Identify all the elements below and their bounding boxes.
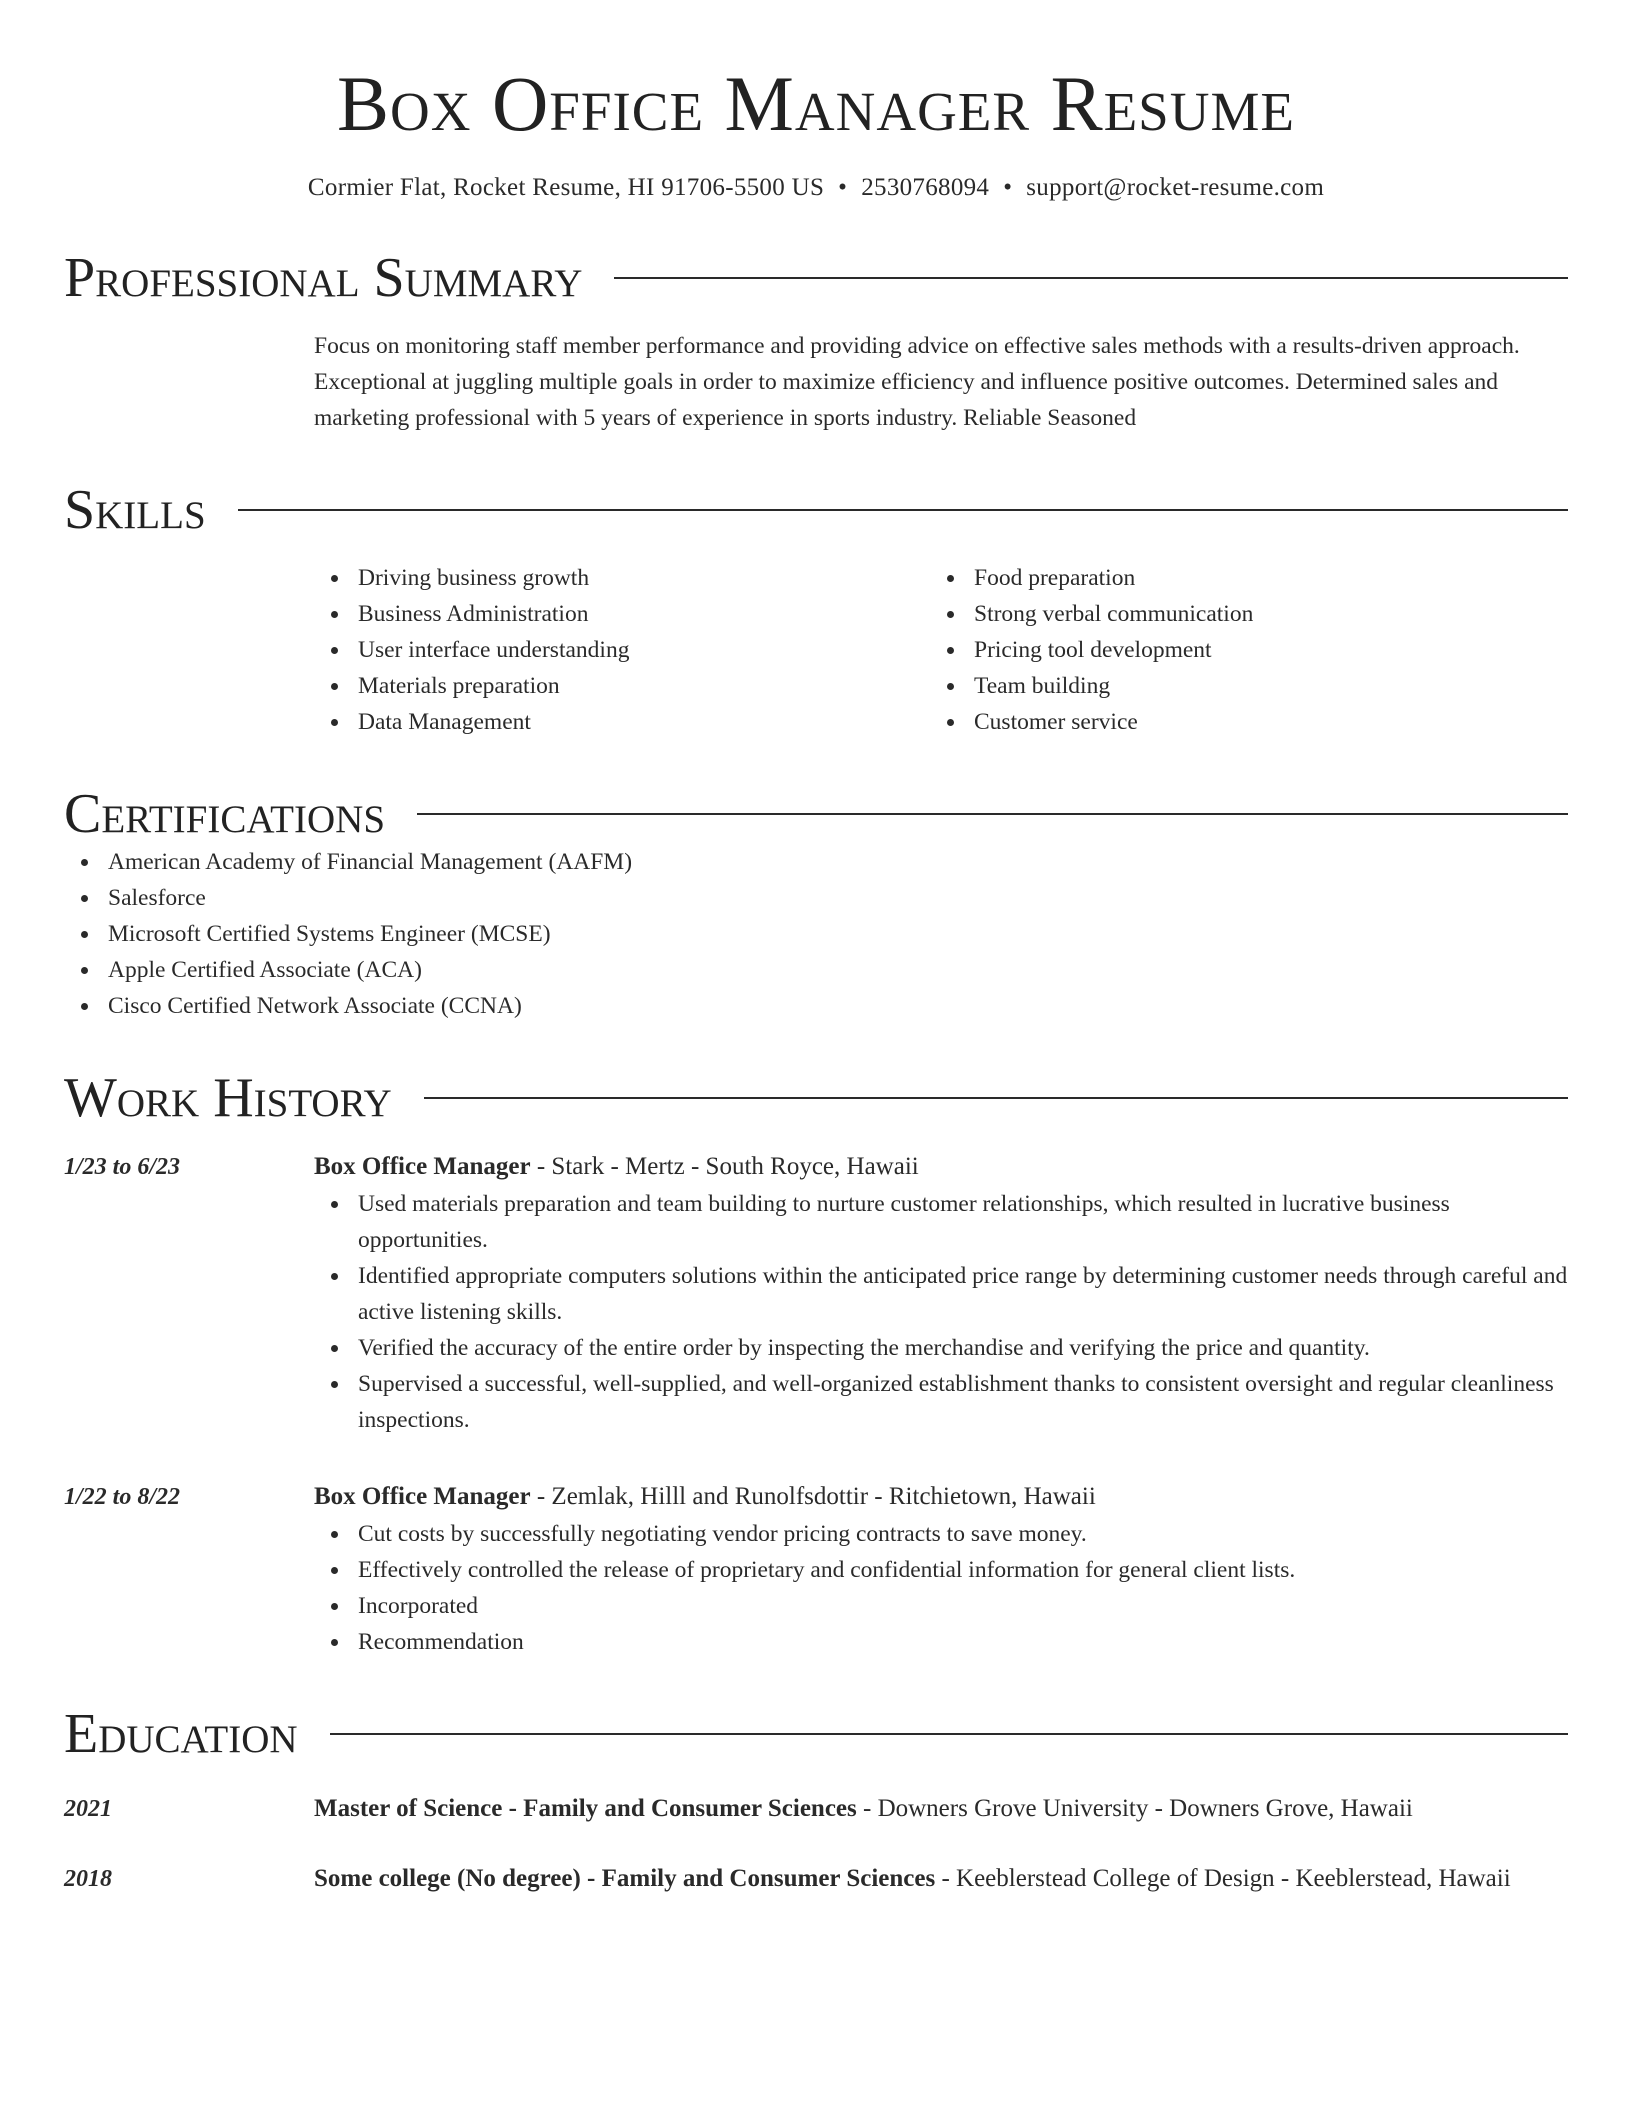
section-title: Work History [64,1067,392,1129]
skills-column-right [930,560,1546,740]
skill-item: Driving business growth [314,560,930,596]
section-divider [238,509,1568,511]
job-dates: 1/22 to 8/22 [64,1484,181,1510]
skill-item: Materials preparation [314,668,930,704]
certification-item: Apple Certified Associate (ACA) [64,952,1568,988]
job-bullets [314,1516,1568,1660]
education-body [314,1860,1568,1898]
job-dates: 1/23 to 6/23 [64,1154,181,1180]
job-bullet: Cut costs by successfully negotiating vendor pricing contracts to save money. [314,1516,1568,1552]
contact-separator: • [1003,174,1013,201]
job-bullet: Supervised a successful, well-supplied, and well-organized establishment thanks to consistent oversight and regular cleanliness inspections. [314,1366,1568,1438]
education-year: 2018 [64,1866,112,1892]
job-bullet: Verified the accuracy of the entire order by inspecting the merchandise and verifying the price and quantity. [314,1330,1568,1366]
skills-section-header [64,480,1568,540]
education-school: - Downers Grove University - Downers Grove, Hawaii [856,1795,1413,1822]
job-bullets [314,1186,1568,1438]
summary-text: Focus on monitoring staff member performance and providing advice on effective sales methods with a results-driven approach. Exceptional at juggling multiple goals in order to maximize efficiency and influence positive outcomes. Determined sales and marketing professional with 5 years of experience in sports industry. Reliable Seasoned [314,333,1520,431]
resume-title: Box Office Manager Resume [336,60,1295,147]
job-title: Box Office Manager [314,1153,531,1180]
education-degree: Master of Science - Family and Consumer Sciences [314,1795,857,1822]
education-entry [64,1860,1568,1898]
certifications-list [64,844,1568,1024]
job-employer: - Stark - Mertz - South Royce, Hawaii [530,1153,919,1180]
contact-phone: 2530768094 [861,174,990,201]
section-title: Professional Summary [64,247,583,309]
job-bullet: Used materials preparation and team building to nurture customer relationships, which resulted in lucrative business opportunities. [314,1186,1568,1258]
skill-item: Strong verbal communication [930,596,1546,632]
work-history-section-header [64,1068,1568,1128]
certification-item: American Academy of Financial Management (AAFM) [64,844,1568,880]
education-school: - Keeblerstead College of Design - Keeblerstead, Hawaii [935,1865,1511,1892]
contact-line [64,172,1568,204]
job-bullet: Recommendation [314,1624,1568,1660]
education-entry [64,1790,1568,1828]
skill-item: User interface understanding [314,632,930,668]
education-section-header [64,1704,1568,1764]
section-divider [417,813,1568,815]
section-divider [424,1097,1568,1099]
job-entry [64,1148,1568,1438]
job-heading [314,1148,1568,1186]
job-bullet: Effectively controlled the release of proprietary and confidential information for general client lists. [314,1552,1568,1588]
job-body [314,1148,1568,1438]
job-bullet: Identified appropriate computers solutions within the anticipated price range by determining customer needs through careful and active listening skills. [314,1258,1568,1330]
skill-item: Business Administration [314,596,930,632]
education-body [314,1790,1568,1828]
skills-column-left [314,560,930,740]
skill-item: Food preparation [930,560,1546,596]
certification-item: Microsoft Certified Systems Engineer (MCSE) [64,916,1568,952]
section-title: Skills [64,479,206,541]
skill-item: Team building [930,668,1546,704]
certifications-section-header [64,784,1568,844]
job-title: Box Office Manager [314,1483,531,1510]
section-title: Certifications [64,783,386,845]
skill-item: Customer service [930,704,1546,740]
job-body [314,1478,1568,1660]
skills-list [314,560,1568,740]
job-employer: - Zemlak, Hilll and Runolfsdottir - Ritchietown, Hawaii [530,1483,1096,1510]
job-entry [64,1478,1568,1660]
education-degree: Some college (No degree) - Family and Consumer Sciences [314,1865,936,1892]
certification-item: Salesforce [64,880,1568,916]
summary-section-header [64,248,1568,308]
section-divider [330,1733,1568,1735]
certification-item: Cisco Certified Network Associate (CCNA) [64,988,1568,1024]
resume-page [64,0,1568,1898]
job-heading [314,1478,1568,1516]
section-divider [614,277,1568,279]
section-title: Education [64,1703,298,1765]
skill-item: Pricing tool development [930,632,1546,668]
contact-separator: • [838,174,848,201]
skill-item: Data Management [314,704,930,740]
contact-email: support@rocket-resume.com [1026,174,1325,201]
job-bullet: Incorporated [314,1588,1568,1624]
education-year: 2021 [64,1796,112,1822]
contact-address: Cormier Flat, Rocket Resume, HI 91706-5500 US [307,174,825,201]
